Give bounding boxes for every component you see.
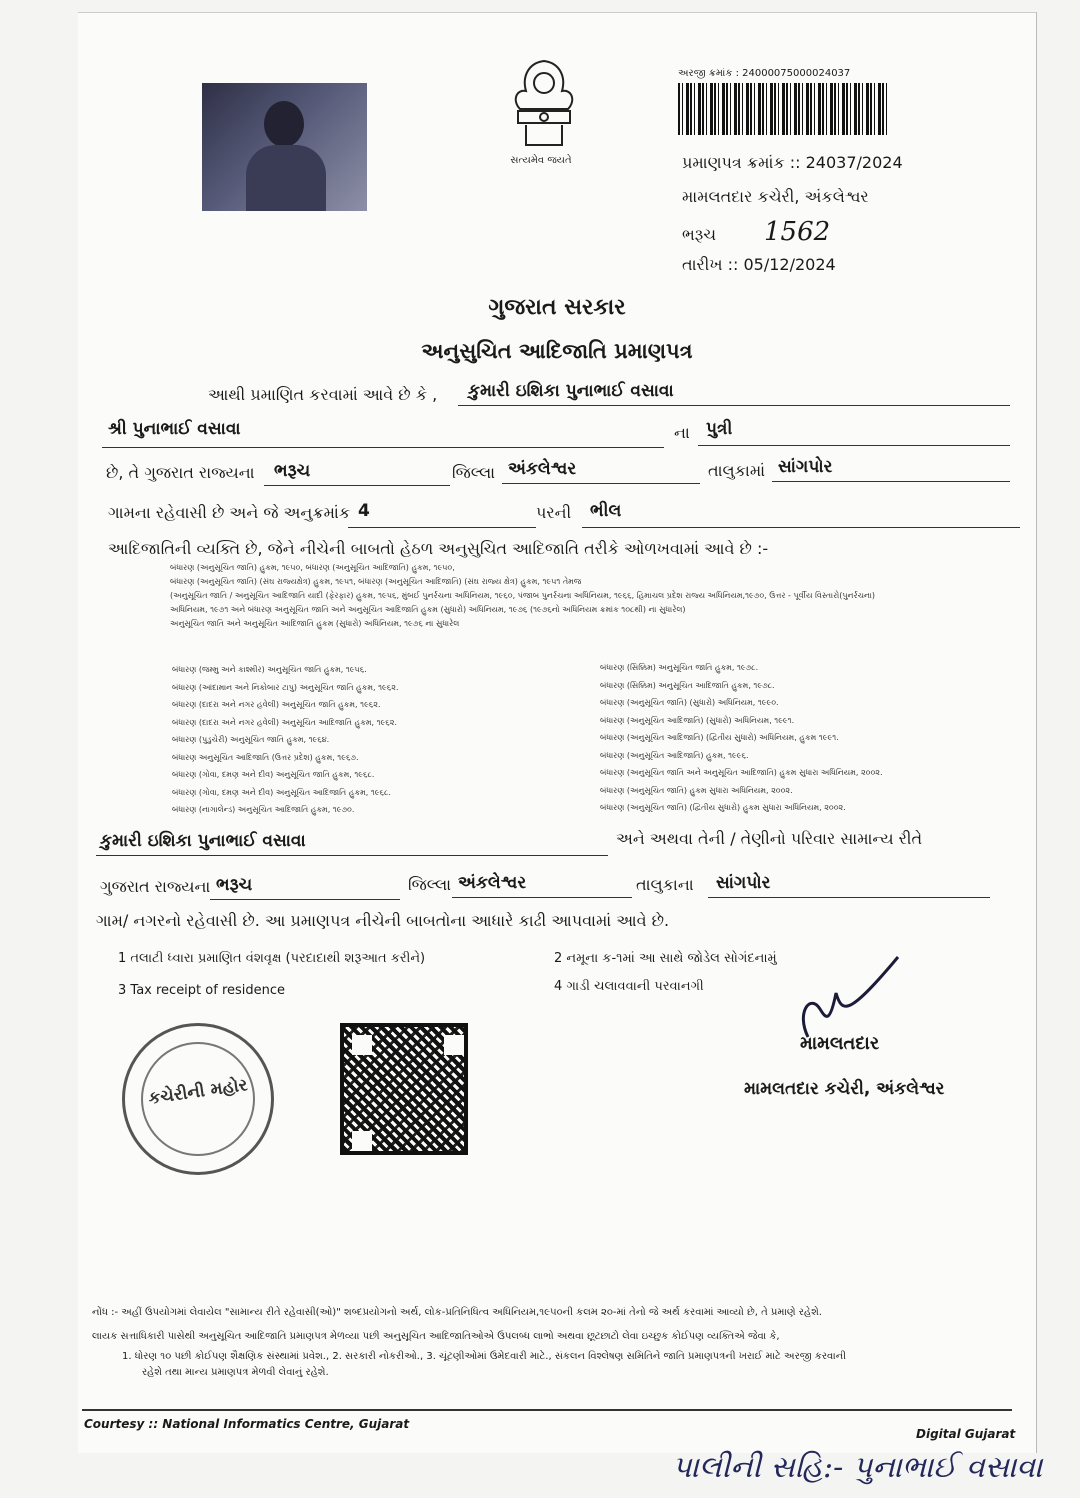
taluka-label-2: તાલુકાના [636, 875, 694, 894]
signatory-title: મામલતદાર [800, 1033, 880, 1054]
certificate-sheet [78, 12, 1037, 1453]
orders-list-top: બંધારણ (અનુસૂચિત જાતિ) હુકમ, ૧૯૫૦, બંધારણ (અનુસૂચિત આદિજાતિ) હુકમ, ૧૯૫૦, બંધારણ (અનુસૂચિત જાતિ) (સંઘ રાજ્યક્ષેત્ર) હુકમ, ૧૯૫૧, બંધારણ (અનુસૂચિત આદિજાતિ) (સંઘ રાજ્ય ક્ષેત્ર) હુકમ, ૧૯૫૧ તેમજ (અનુસૂચિત જાતિ / અનુસૂચિત આદિજાતિ યાદી (ફેરફાર) હુકમ, ૧૯૫૬, મુંબઈ પુનર્રચના અધિનિયમ, ૧૯૬૦, પંજાબ પુનર્રચના અધિનિયમ, ૧૯૬૬, હિમાચલ પ્રદેશ રાજ્ય અધિનિયમ,૧૯૭૦, ઉત્તર - પૂર્વીય વિસ્તારો(પુનર્રચના) અધિનિયમ, ૧૯૭૧ અને બંધારણ અનુસૂચિત જાતિ અને અનુસૂચિત આદિજાતિ હુકમ (સુધારો) અધિનિયમ, ૧૯૭૬ (૧૯૭૬નો અધિનિયમ ક્રમાંક ૧૦૮થી) ના સુધારેલ) અનુસૂચિત જાતિ અને અનુસૂચિત આદિજાતિ હુકમ (સુધારો) અધિનિયમ, ૧૯૭૬ ના સુધારેલ [170, 563, 876, 628]
taluka: અંકલેશ્વર [508, 459, 577, 479]
village-2: સાંગપોર [716, 873, 771, 893]
footer-divider [82, 1409, 1012, 1411]
barcode [678, 83, 888, 135]
issue-date: તારીખ :: 05/12/2024 [682, 255, 836, 274]
state-text-2: ગુજરાત રાજ્યના [100, 877, 211, 896]
note-2: લાયક સત્તાધિકારી પાસેથી અનુસૂચિત આદિજાતિ પ્રમાણપત્ર મેળવ્યા પછી અનુસૂચિત આદિજાતિઓએ ઉપલબ્ધ લાભો અથવા છૂટછાટો લેવા ઇચ્છુક કોઈપણ વ્યક્તિએ જેવા કે, [92, 1331, 780, 1342]
serial-number: 4 [358, 501, 370, 521]
certificate-number: પ્રમાણપત્ર ક્રમાંક :: 24037/2024 [682, 153, 903, 172]
orders-list-left: બંધારણ (જમ્મુ અને કાશ્મીર) અનુસૂચિત જાતિ હુકમ, ૧૯૫૬. બંધારણ (આંદામાન અને નિકોબાર ટાપુ) અનુસૂચિત જાતિ હુકમ, ૧૯૬૨. બંધારણ (દાદરા અને નગર હવેલી) અનુસૂચિત જાતિ હુકમ, ૧૯૬૨. બંધારણ (દાદરા અને નગર હવેલી) અનુસૂચિત આદિજાતિ હુકમ, ૧૯૬૨. બંધારણ (પુડુચેરી) અનુસૂચિત જાતિ હુકમ, ૧૯૬૪. બંધારણ અનુસૂચિત આદિજાતિ (ઉત્તર પ્રદેશ) હુકમ, ૧૯૬૭. બંધારણ (ગોવા, દમણ અને દીવ) અનુસૂચિત જાતિ હુકમ, ૧૯૬૮. બંધારણ (ગોવા, દમણ અને દીવ) અનુસૂચિત આદિજાતિ હુકમ, ૧૯૬૮. બંધારણ (નાગાલેન્ડ) અનુસૂચિત આદિજાતિ હુકમ, ૧૯૭૦. [172, 665, 399, 814]
village: સાંગપોર [778, 457, 833, 477]
footer-courtesy: Courtesy :: National Informatics Centre, Gujarat [84, 1417, 410, 1431]
doc-3: 3 Tax receipt of residence [118, 983, 286, 998]
applicant-photo [202, 83, 367, 211]
state-text: છે, તે ગુજરાત રાજ્યના [106, 463, 255, 482]
notes-section [92, 1303, 992, 1379]
note-4: રહેશે તથા માન્ય પ્રમાણપત્ર મેળવી લેવાનું રહેશે. [142, 1367, 329, 1378]
signature-mark [790, 953, 900, 1043]
note-1: નોંધ :- અહીં ઉપયોગમાં લેવાયેલ "સામાન્ય રીતે રહેવાસી(ઓ)" શબ્દપ્રયોગનો અર્થ, લોક-પ્રતિનિધિત્વ અધિનિયમ,૧૯૫૦ની કલમ ૨૦-માં તેનો જે અર્થ કરવામાં આવ્યો છે, તે પ્રમાણે રહેશે. [92, 1307, 822, 1318]
handwritten-note: પાલીની સહિ:- પુનાભાઈ વસાવા [672, 1450, 1043, 1485]
issuing-office: મામલતદાર કચેરી, અંકલેશ્વર [682, 187, 869, 206]
basis-text: ગામ/ નગરનો રહેવાસી છે. આ પ્રમાણપત્ર નીચેની બાબતોના આધારે કાઢી આપવામાં આવે છે. [96, 911, 670, 930]
certify-text: આથી પ્રમાણિત કરવામાં આવે છે કે , [208, 385, 438, 404]
note-3: 1. ધોરણ ૧૦ પછી કોઈપણ શૈક્ષણિક સંસ્થામાં પ્રવેશ., 2. સરકારી નોકરીઓ., 3. ચૂંટણીઓમાં ઉમેદવારી માટે., સંકલન વિશ્લેષણ સમિતિને જાતિ પ્રમાણપત્રની ખરાઈ માટે અરજી કરવાની [122, 1351, 847, 1362]
taluka-2: અંકલેશ્વર [458, 873, 527, 893]
emblem-motto: સત્યમેવ જયતે [510, 155, 572, 166]
resident-text: ગામના રહેવાસી છે અને જે અનુક્રમાંક [108, 503, 351, 522]
father-name: શ્રી પુનાભાઈ વસાવા [108, 419, 241, 439]
district-text: જિલ્લા [452, 463, 496, 482]
district-label-2: જિલ્લા [408, 875, 452, 894]
office-seal [122, 1023, 274, 1175]
district: ભરૂચ [274, 461, 311, 481]
tribe: ભીલ [590, 501, 622, 521]
doc-4: 4 ગાડી ચલાવવાની પરવાનગી [554, 979, 704, 994]
relation: પુત્રી [706, 419, 733, 439]
doc-1: 1 તલાટી ધ્વારા પ્રમાણિત વંશવૃક્ષ (પરદાદાથી શરૂઆત કરીને) [118, 951, 426, 966]
doc-2: 2 નમૂના ક-૧માં આ સાથે જોડેલ સોગંદનામું [554, 951, 777, 966]
district-label: ભરૂચ [682, 225, 717, 244]
footer-brand: Digital Gujarat [916, 1427, 1016, 1441]
application-number: અરજી ક્રમાંક : 24000075000024037 [678, 68, 851, 79]
taluka-text: તાલુકામાં [708, 461, 766, 480]
applicant-name: કુમારી ઇશિકા પુનાભાઈ વસાવા [468, 381, 674, 401]
handwritten-number: 1562 [764, 217, 831, 247]
signatory-office: મામલતદાર કચેરી, અંકલેશ્વર [744, 1079, 945, 1099]
qr-code [340, 1023, 468, 1155]
certificate-title: અનુસુચિત આદિજાતિ પ્રમાણપત્ર [421, 339, 693, 363]
government-title: ગુજરાત સરકાર [488, 295, 626, 320]
seal-text: કચેરીની મહોર [147, 1075, 249, 1109]
on-text: પરની [536, 503, 572, 522]
of-text: ના [674, 423, 690, 442]
orders-list-right: બંધારણ (સિક્કિમ) અનુસૂચિત જાતિ હુકમ, ૧૯૭૮. બંધારણ (સિક્કિમ) અનુસૂચિત આદિજાતિ હુકમ, ૧૯૭૮. બંધારણ (અનુસૂચિત જાતિ) (સુધારો) અધિનિયમ, ૧૯૯૦. બંધારણ (અનુસૂચિત આદિજાતિ) (સુધારો) અધિનિયમ, ૧૯૯૧. બંધારણ (અનુસૂચિત આદિજાતિ) (દ્વિતીય સુધારો) અધિનિયમ, હુકમ ૧૯૯૧. બંધારણ (અનુસૂચિત આદિજાતિ) હુકમ, ૧૯૯૬. બંધારણ (અનુસૂચિત જાતિ અને અનુસૂચિત આદિજાતિ) હુકમ સુધારા અધિનિયમ, ૨૦૦૨. બંધારણ (અનુસૂચિત જાતિ) હુકમ સુધારા અધિનિયમ, ૨૦૦૨. બંધારણ (અનુસૂચિત જાતિ) (દ્વિતીય સુધારો) હુકમ સુધારા અધિનિયમ, ૨૦૦૨. [600, 663, 883, 812]
district-2: ભરૂચ [216, 875, 253, 895]
family-text: અને અથવા તેની / તેણીનો પરિવાર સામાન્ય રીતે [616, 829, 923, 848]
tribe-statement: આદિજાતિની વ્યક્તિ છે, જેને નીચેની બાબતો હેઠળ અનુસુચિત આદિજાતિ તરીકે ઓળખવામાં આવે છે :- [108, 539, 769, 558]
applicant-name-2: કુમારી ઇશિકા પુનાભાઈ વસાવા [100, 831, 306, 851]
state-emblem-icon [498, 53, 590, 153]
